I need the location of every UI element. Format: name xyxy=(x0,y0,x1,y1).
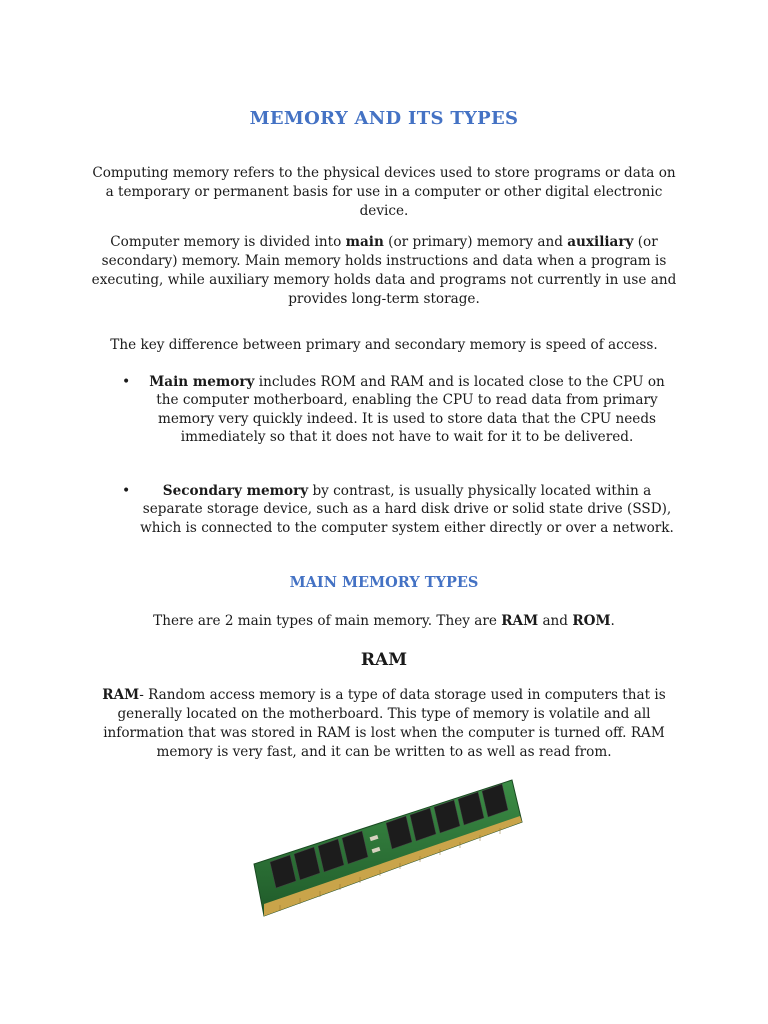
list-item-secondary-memory xyxy=(122,482,678,557)
term-secondary-memory: Secondary memory xyxy=(162,483,309,499)
term-ram-lead: RAM xyxy=(102,687,140,703)
ram-paragraph xyxy=(84,686,684,762)
list-item-text xyxy=(136,373,678,446)
ram-heading: RAM xyxy=(360,650,408,670)
types-text-3: . xyxy=(610,613,615,629)
division-text-3: (or secondary) memory. Main memory holds instructions and data when a program is executing, while auxiliary memory holds data and programs not currently in use and provides long-term storage. xyxy=(91,234,677,307)
ram-description: - Random access memory is a type of data storage used in computers that is generally located on the motherboard. This type of memory is volatile and all information that was stored in RAM is lost when the computer is turned off. RAM memory is very fast, and it can be written to as well as read from. xyxy=(103,687,666,760)
list-item-text xyxy=(136,482,678,537)
bullet-glyph: • xyxy=(122,374,131,390)
ram-module-image xyxy=(250,776,525,932)
term-main-memory: Main memory xyxy=(149,374,255,390)
section-subtitle: MAIN MEMORY TYPES xyxy=(289,574,479,591)
bullet-glyph: • xyxy=(122,483,131,499)
page-title: MEMORY AND ITS TYPES xyxy=(249,108,519,129)
term-rom: ROM xyxy=(572,613,611,629)
term-main: main xyxy=(345,234,384,250)
intro-paragraph: Computing memory refers to the physical devices used to store programs or data on a temporary or permanent basis for use in a computer or other digital electronic device. xyxy=(92,165,676,219)
key-difference-paragraph: The key difference between primary and secondary memory is speed of access. xyxy=(110,337,658,353)
list-item-main-memory xyxy=(122,373,678,468)
types-text-2: and xyxy=(538,613,573,629)
division-text-2: (or primary) memory and xyxy=(383,234,568,250)
division-paragraph xyxy=(88,233,680,309)
memory-types-line xyxy=(88,612,680,631)
term-auxiliary: auxiliary xyxy=(567,234,634,250)
term-ram: RAM xyxy=(501,613,539,629)
types-text-1: There are 2 main types of main memory. They are xyxy=(153,613,502,629)
division-text-1: Computer memory is divided into xyxy=(110,234,346,250)
main-memory-description: includes ROM and RAM and is located close to the CPU on the computer motherboard, enabling the CPU to read data from primary memory very quickly indeed. It is used to store data that the CPU needs immediately so that it does not have to wait for it to be delivered. xyxy=(156,374,665,445)
secondary-memory-description: by contrast, is usually physically located within a separate storage device, such as a hard disk drive or solid state drive (SSD), which is connected to the computer system either directly or over a network. xyxy=(140,483,674,536)
